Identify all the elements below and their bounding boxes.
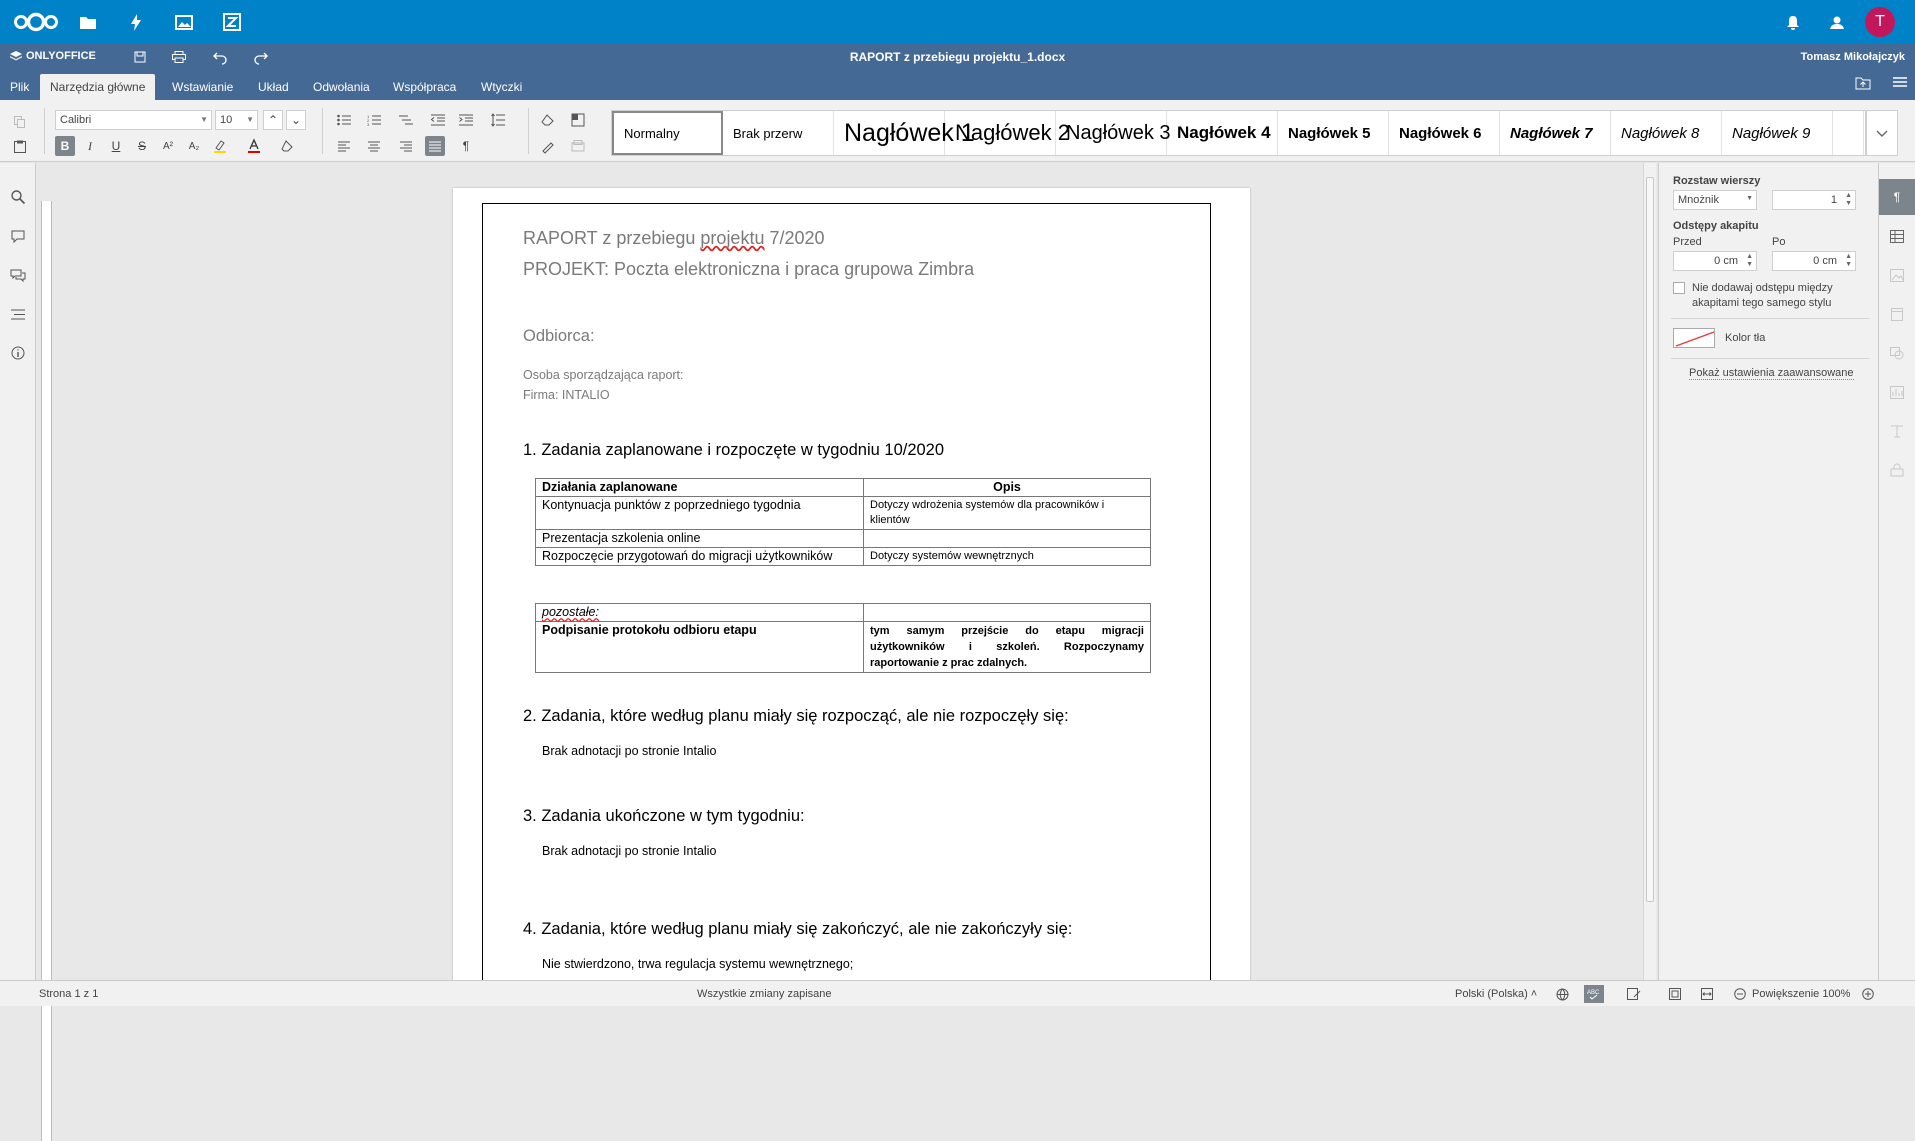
paragraph-spacing-label: Odstępy akapitu: [1673, 220, 1759, 232]
doc-title-line1[interactable]: [523, 228, 825, 249]
nextcloud-header: [0, 0, 1915, 44]
scrollbar-thumb[interactable]: [1646, 177, 1654, 902]
increase-font-icon[interactable]: ⌃: [263, 110, 283, 130]
open-file-location-icon[interactable]: [1855, 76, 1871, 93]
doc-section-1[interactable]: 1. Zadania zaplanowane i rozpoczęte w tygodniu 10/2020: [523, 441, 945, 459]
signature-settings-icon[interactable]: [1879, 452, 1915, 488]
eraser-icon[interactable]: [538, 110, 558, 130]
zoom-in-icon[interactable]: [1858, 985, 1878, 1003]
photos-icon[interactable]: [160, 0, 208, 44]
svg-text:2: 2: [367, 118, 370, 123]
numbering-icon[interactable]: [364, 110, 384, 130]
align-left-icon[interactable]: [334, 136, 354, 156]
doc-section-4-text[interactable]: Nie stwierdzono, trwa regulacja systemu wewnętrznego;: [542, 957, 854, 971]
svg-text:3: 3: [367, 122, 370, 127]
style-heading-9[interactable]: Nagłówek 9: [1722, 111, 1833, 155]
style-no-spacing[interactable]: Brak przerw: [723, 111, 834, 155]
line-spacing-label: Rozstaw wierszy: [1673, 175, 1761, 187]
document-language-icon[interactable]: [1552, 985, 1572, 1003]
contacts-icon[interactable]: [1815, 0, 1859, 44]
panel-divider: [1671, 318, 1869, 319]
tab-plugins[interactable]: Wtyczki: [481, 80, 523, 94]
table-cell[interactable]: Dotyczy systemów wewnętrznych: [864, 548, 1151, 566]
multilevel-list-icon[interactable]: [396, 110, 416, 130]
spacing-before-input[interactable]: 0 cm ▲ ▼: [1673, 251, 1757, 271]
align-justify-icon[interactable]: [425, 136, 445, 156]
table-cell[interactable]: [864, 530, 1151, 548]
vertical-scrollbar[interactable]: [1643, 163, 1656, 980]
doc-author[interactable]: Osoba sporządzająca raport:: [523, 368, 684, 382]
user-avatar[interactable]: T: [1865, 7, 1895, 37]
svg-text:ABC: ABC: [1587, 990, 1600, 996]
navigation-icon[interactable]: [8, 304, 28, 324]
strikethrough-icon[interactable]: S: [137, 139, 146, 153]
textart-settings-icon[interactable]: [1879, 413, 1915, 449]
superscript-icon[interactable]: A²: [163, 140, 173, 152]
table-cell[interactable]: Prezentacja szkolenia online: [536, 530, 864, 548]
style-heading-1[interactable]: Nagłówek 1: [834, 111, 945, 155]
toolbar-separator: [528, 108, 529, 154]
comments-icon[interactable]: [8, 226, 28, 246]
underline-icon[interactable]: U: [111, 139, 121, 153]
language-label: Polski (Polska): [1455, 988, 1528, 1000]
search-icon[interactable]: [8, 187, 28, 207]
header-footer-settings-icon[interactable]: [1879, 296, 1915, 332]
font-size-combo[interactable]: 10 ▼: [215, 110, 258, 130]
chart-settings-icon[interactable]: [1879, 374, 1915, 410]
vertical-ruler[interactable]: [37, 163, 55, 980]
zimbra-icon[interactable]: [208, 0, 256, 44]
nonprinting-characters-icon[interactable]: ¶: [462, 139, 470, 153]
bullets-icon[interactable]: [334, 110, 354, 130]
styles-gallery: [611, 110, 1866, 156]
background-color-swatch[interactable]: [1673, 328, 1715, 348]
doc-company[interactable]: Firma: INTALIO: [523, 388, 610, 402]
activity-icon[interactable]: [112, 0, 160, 44]
table-row: [536, 548, 1151, 566]
language-selector[interactable]: Polski (Polska) ˄: [1455, 988, 1538, 1000]
align-right-icon[interactable]: [396, 136, 416, 156]
doc-recipient[interactable]: Odbiorca:: [523, 327, 595, 345]
spacing-before-value: 0 cm: [1714, 255, 1738, 267]
tab-collaboration[interactable]: Współpraca: [393, 80, 457, 94]
subscript-icon[interactable]: A₂: [188, 140, 200, 152]
doc-section-4[interactable]: 4. Zadania, które według planu miały się zakończyć, ale nie zakończyły się:: [523, 920, 1073, 938]
zoom-level: Powiększenie 100%: [1752, 988, 1851, 1000]
table-row: [536, 622, 1151, 673]
table-cell[interactable]: Rozpoczęcie przygotowań do migracji użytkowników: [536, 548, 864, 566]
svg-text:1: 1: [367, 114, 370, 119]
style-empty[interactable]: [1833, 111, 1864, 155]
style-heading-5[interactable]: Nagłówek 5: [1278, 111, 1389, 155]
doc-title-part-c: 7/2020: [764, 228, 825, 248]
font-size-value: 10: [220, 114, 233, 126]
track-changes-icon[interactable]: [1624, 985, 1644, 1003]
font-name-value: Calibri: [60, 114, 92, 126]
copy-icon[interactable]: [10, 112, 30, 132]
style-heading-8[interactable]: Nagłówek 8: [1611, 111, 1722, 155]
table-row: [536, 497, 1151, 530]
other-tasks-table[interactable]: [535, 603, 1151, 673]
tab-references[interactable]: Odwołania: [313, 80, 370, 94]
spell-check-icon[interactable]: [1584, 985, 1604, 1003]
font-color-icon[interactable]: [244, 136, 264, 156]
style-heading-6[interactable]: Nagłówek 6: [1389, 111, 1500, 155]
table-row: [536, 604, 1151, 622]
toolbar-separator: [322, 108, 323, 154]
spacing-after-input[interactable]: 0 cm ▲ ▼: [1772, 251, 1856, 271]
hamburger-menu-icon[interactable]: [1893, 76, 1907, 93]
paste-icon[interactable]: [10, 136, 30, 156]
table-cell[interactable]: [864, 604, 1151, 622]
style-heading-3[interactable]: Nagłówek 3: [1056, 111, 1167, 155]
table-cell[interactable]: Kontynuacja punktów z poprzedniego tygodnia: [536, 497, 864, 530]
background-color-label: Kolor tła: [1725, 332, 1766, 344]
other-label: pozostałe:: [542, 605, 599, 619]
tab-file[interactable]: Plik: [10, 80, 30, 94]
decrease-indent-icon[interactable]: [428, 110, 448, 130]
save-status: Wszystkie zmiany zapisane: [697, 988, 832, 1000]
advanced-settings-link[interactable]: Pokaż ustawienia zaawansowane: [1689, 367, 1854, 379]
files-icon[interactable]: [64, 0, 112, 44]
copy-style-icon[interactable]: [538, 136, 558, 156]
align-center-icon[interactable]: [364, 136, 384, 156]
notifications-icon[interactable]: [1771, 0, 1815, 44]
zoom-out-icon[interactable]: [1730, 985, 1750, 1003]
nextcloud-logo[interactable]: [8, 0, 64, 44]
table-cell[interactable]: Podpisanie protokołu odbioru etapu: [536, 622, 864, 673]
paragraph-settings-panel: [1658, 163, 1878, 980]
spacing-after-label: Po: [1772, 236, 1786, 248]
font-name-combo[interactable]: Calibri ▼: [55, 110, 212, 130]
doc-section-3-text[interactable]: Brak adnotacji po stronie Intalio: [542, 844, 717, 858]
line-spacing-value-input[interactable]: 1 ▲ ▼: [1772, 190, 1856, 210]
table-cell[interactable]: [536, 604, 864, 622]
doc-title-part-a: RAPORT z przebiegu: [523, 228, 701, 248]
doc-title-part-b: projektu: [700, 228, 765, 248]
shape-settings-icon[interactable]: [1879, 335, 1915, 371]
document-title: RAPORT z przebiegu projektu_1.docx: [849, 50, 1066, 64]
status-bar: [0, 980, 1915, 1006]
table-header-cell[interactable]: Działania zaplanowane: [536, 479, 864, 497]
doc-section-3[interactable]: 3. Zadania ukończone w tym tygodniu:: [523, 807, 805, 825]
home-toolbar: [0, 100, 1915, 162]
mail-merge-icon[interactable]: [568, 136, 588, 156]
table-cell[interactable]: tym samym przejście do etapu migracji użytkowników i szkoleń. Rozpoczynamy raportowanie z prac zdalnych.: [864, 622, 1151, 673]
image-settings-icon[interactable]: [1879, 257, 1915, 293]
panel-divider: [1671, 358, 1869, 359]
spacing-before-label: Przed: [1673, 236, 1702, 248]
doc-section-2-text[interactable]: Brak adnotacji po stronie Intalio: [542, 744, 717, 758]
table-cell[interactable]: Dotyczy wdrożenia systemów dla pracowników i klientów: [864, 497, 1151, 530]
no-spacing-checkbox[interactable]: [1673, 282, 1685, 294]
bold-icon[interactable]: B: [55, 136, 75, 156]
editor-title-bar: [0, 44, 1915, 70]
left-panel: [0, 163, 36, 980]
tab-layout[interactable]: Układ: [258, 80, 289, 94]
line-spacing-value: 1: [1830, 194, 1837, 206]
style-heading-2[interactable]: Nagłówek 2: [945, 111, 1056, 155]
document-canvas[interactable]: [56, 163, 1645, 980]
styles-expand-icon[interactable]: [1866, 110, 1898, 156]
page-info[interactable]: Strona 1 z 1: [39, 988, 99, 1000]
increase-indent-icon[interactable]: [456, 110, 476, 130]
fit-page-icon[interactable]: [1665, 985, 1685, 1003]
table-row: [536, 530, 1151, 548]
ribbon-tabs: [0, 70, 1915, 100]
tab-home[interactable]: Narzędzia główne: [40, 74, 155, 100]
line-spacing-mode-value: Mnożnik: [1678, 194, 1719, 206]
document-page[interactable]: [453, 188, 1250, 988]
table-settings-icon[interactable]: [1879, 218, 1915, 254]
about-icon[interactable]: [8, 343, 28, 363]
style-heading-7[interactable]: Nagłówek 7: [1500, 111, 1611, 155]
toolbar-separator: [44, 108, 45, 154]
doc-title-line2[interactable]: PROJEKT: Poczta elektroniczna i praca grupowa Zimbra: [523, 259, 975, 279]
doc-section-2[interactable]: 2. Zadania, które według planu miały się rozpocząć, ale nie rozpoczęły się:: [523, 707, 1069, 725]
no-spacing-checkbox-label[interactable]: Nie dodawaj odstępu między akapitami tego samego stylu: [1692, 282, 1833, 309]
fit-width-icon[interactable]: [1697, 985, 1717, 1003]
onlyoffice-brand-label: ONLYOFFICE: [26, 50, 96, 62]
line-spacing-mode-select[interactable]: Mnożnik ▼: [1673, 190, 1757, 210]
clear-style-icon[interactable]: [278, 136, 298, 156]
table-header-cell[interactable]: Opis: [864, 479, 1151, 497]
decrease-font-icon[interactable]: ⌄: [286, 110, 306, 130]
user-name[interactable]: Tomasz Mikołajczyk: [1800, 51, 1905, 63]
spacing-after-value: 0 cm: [1813, 255, 1837, 267]
tasks-table[interactable]: [535, 478, 1151, 566]
table-header-row: [536, 479, 1151, 497]
style-normal[interactable]: Normalny: [612, 111, 723, 155]
shading-icon[interactable]: [568, 110, 588, 130]
italic-icon[interactable]: I: [88, 138, 92, 153]
style-heading-4[interactable]: Nagłówek 4: [1167, 111, 1278, 155]
chat-icon[interactable]: [8, 265, 28, 285]
line-spacing-icon[interactable]: [488, 110, 508, 130]
highlight-color-icon[interactable]: [210, 136, 230, 156]
tab-insert[interactable]: Wstawianie: [172, 80, 234, 94]
paragraph-settings-icon[interactable]: ¶: [1879, 179, 1915, 215]
right-tabs: [1878, 163, 1915, 980]
